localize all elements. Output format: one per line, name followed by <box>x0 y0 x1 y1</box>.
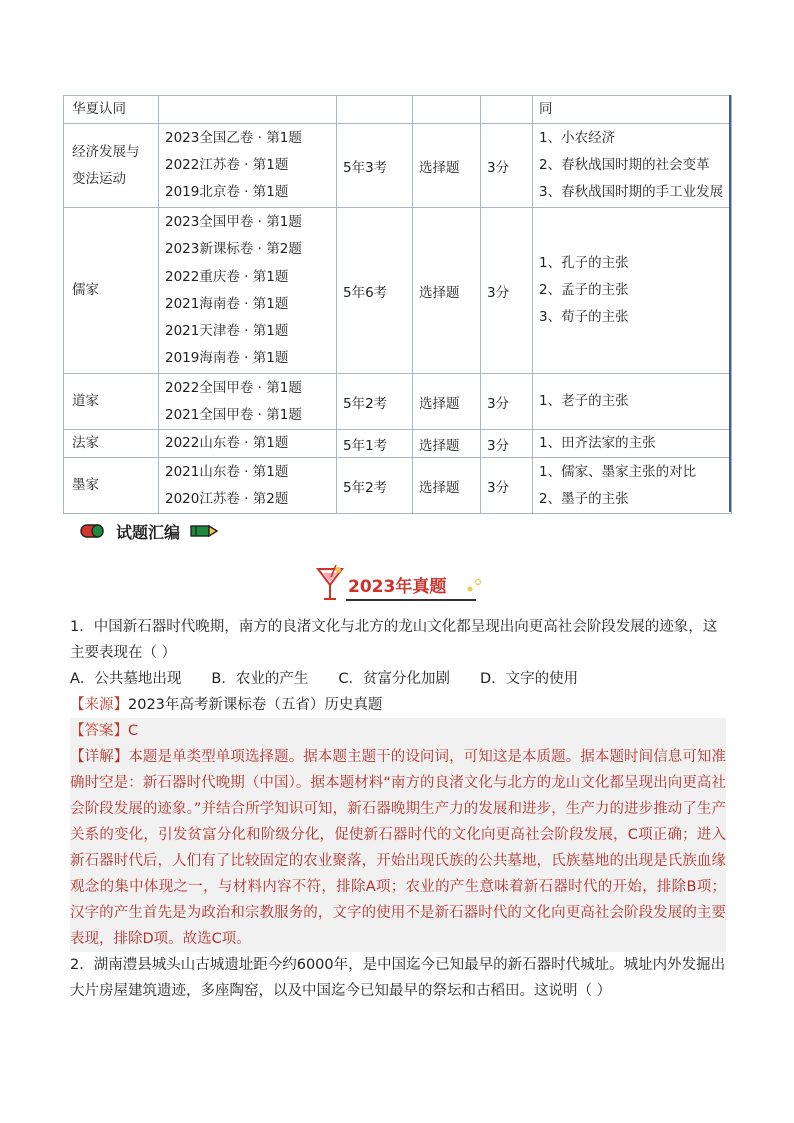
q1-stem: 1．中国新石器时代晚期，南方的良渚文化与北方的龙山文化都呈现出向更高社会阶段发展的迹象，这主要表现在（ ） <box>70 619 718 661</box>
source-cell-line: 2023新课标卷 · 第2题 <box>165 241 302 258</box>
score-cell: 3分 <box>481 208 533 374</box>
table-row <box>64 374 732 430</box>
section-title: 试题汇编 <box>116 522 181 542</box>
q1-answer: 【答案】C <box>70 718 726 744</box>
year-banner <box>316 563 486 607</box>
topic-cell <box>64 430 159 458</box>
topic-cell <box>64 208 159 374</box>
source-cell-line: 2023全国乙卷 · 第1题 <box>165 129 302 146</box>
score-cell <box>481 96 533 124</box>
score-cell: 3分 <box>481 374 533 430</box>
source-cell-line: 2020江苏卷 · 第2题 <box>165 490 289 507</box>
frequency-cell <box>337 96 413 124</box>
topic-cell-line: 道家 <box>72 393 99 410</box>
points-cell <box>533 96 732 124</box>
points-cell <box>533 208 732 374</box>
points-cell-line: 1、儒家、墨家主张的对比 <box>539 463 697 480</box>
table-row <box>64 124 732 208</box>
points-cell-line: 同 <box>539 101 553 117</box>
source-cell-line: 2019海南卷 · 第1题 <box>165 350 289 367</box>
source-cell <box>159 96 337 124</box>
q1-option: D．文字的使用 <box>480 671 579 687</box>
source-cell-line: 2021天津卷 · 第1题 <box>165 322 289 339</box>
points-cell-line: 2、春秋战国时期的社会变革 <box>539 157 710 174</box>
table-row <box>64 208 732 374</box>
source-cell-line: 2019北京卷 · 第1题 <box>165 184 289 201</box>
source-cell-line: 2022江苏卷 · 第1题 <box>165 157 289 174</box>
topic-cell-line: 儒家 <box>72 282 99 299</box>
bubbles-icon <box>466 577 482 593</box>
points-cell-line: 1、孔子的主张 <box>539 254 629 271</box>
q1-options <box>70 666 726 692</box>
frequency-cell: 5年2考 <box>337 458 413 514</box>
year-title: 2023年真题 <box>348 577 447 597</box>
points-cell <box>533 430 732 458</box>
exam-stats-table <box>63 95 732 514</box>
topic-cell <box>64 458 159 514</box>
pencil-icon <box>190 524 218 538</box>
q1-option: C．贫富分化加剧 <box>338 671 450 687</box>
topic-cell-line: 经济发展与 <box>72 143 140 160</box>
table-row <box>64 458 732 514</box>
points-cell-line: 3、春秋战国时期的手工业发展 <box>539 184 724 201</box>
score-cell: 3分 <box>481 430 533 458</box>
type-cell: 选择题 <box>413 208 481 374</box>
type-cell: 选择题 <box>413 430 481 458</box>
points-cell-line: 1、老子的主张 <box>539 393 629 410</box>
topic-cell-line: 墨家 <box>72 477 99 494</box>
battery-icon <box>80 524 106 538</box>
source-cell-line: 2022山东卷 · 第1题 <box>165 435 289 452</box>
year-underline <box>346 599 476 601</box>
score-cell: 3分 <box>481 458 533 514</box>
topic-cell-line: 法家 <box>72 435 99 452</box>
points-cell-line: 2、墨子的主张 <box>539 490 629 507</box>
frequency-cell: 5年3考 <box>337 124 413 208</box>
source-cell-line: 2021海南卷 · 第1题 <box>165 295 289 312</box>
source-cell-line: 2022全国甲卷 · 第1题 <box>165 379 302 396</box>
q2-stem: 2．湖南澧县城头山古城遗址距今约6000年，是中国迄今已知最早的新石器时代城址。城址内外发掘出大片房屋建筑遗迹，多座陶窑，以及中国迄今已知最早的祭坛和古稻田。这说明（ ） <box>70 957 726 999</box>
table-row <box>64 430 732 458</box>
type-cell: 选择题 <box>413 374 481 430</box>
section-header <box>80 520 218 542</box>
source-cell <box>159 458 337 514</box>
source-cell-line: 2022重庆卷 · 第1题 <box>165 268 289 285</box>
q1-option: A．公共墓地出现 <box>70 671 182 687</box>
points-cell <box>533 374 732 430</box>
frequency-cell: 5年1考 <box>337 430 413 458</box>
type-cell: 选择题 <box>413 124 481 208</box>
q1-option: B．农业的产生 <box>211 671 309 687</box>
type-cell: 选择题 <box>413 458 481 514</box>
questions-body <box>70 614 726 1004</box>
topic-cell-line: 变法运动 <box>72 170 126 187</box>
points-cell-line: 3、荀子的主张 <box>539 309 629 326</box>
frequency-cell: 5年2考 <box>337 374 413 430</box>
source-cell <box>159 124 337 208</box>
source-cell-line: 2021山东卷 · 第1题 <box>165 463 289 480</box>
points-cell <box>533 458 732 514</box>
points-cell-line: 1、小农经济 <box>539 129 616 146</box>
table-row <box>64 96 732 124</box>
topic-cell-line: 华夏认同 <box>72 101 126 117</box>
source-cell-line: 2023全国甲卷 · 第1题 <box>165 214 302 231</box>
topic-cell <box>64 374 159 430</box>
topic-cell <box>64 124 159 208</box>
source-cell <box>159 430 337 458</box>
q1-explanation: 【详解】本题是单类型单项选择题。据本题主题干的设问词，可知这是本质题。据本题时间信息可知准确时空是：新石器时代晚期（中国）。据本题材料“南方的良渚文化与北方的龙山文化都呈现出向更高社会阶段发展的迹象。”并结合所学知识可知，新石器晚期生产力的发展和进步，生产力的进步推动了生产关系的变化，引发贫富分化和阶级分化，促使新石器时代的文化向更高社会阶段发展，C项正确；进入新石器时代后，人们有了比较固定的农业聚落，开始出现氏族的公共墓地，氏族墓地的出现是氏族血缘观念的集中体现之一，与材料内容不符，排除A项；农业的产生意味着新石器时代的开始，排除B项；汉字的产生首先是为政治和宗教服务的，文字的使用不是新石器时代的文化向更高社会阶段发展的主要表现，排除D项。故选C项。 <box>70 744 726 952</box>
q1-source: 【来源】2023年高考新课标卷（五省）历史真题 <box>70 697 383 713</box>
source-cell-line: 2021全国甲卷 · 第1题 <box>165 406 302 423</box>
points-cell <box>533 124 732 208</box>
source-cell <box>159 208 337 374</box>
source-cell <box>159 374 337 430</box>
frequency-cell: 5年6考 <box>337 208 413 374</box>
table-right-border <box>729 95 731 512</box>
points-cell-line: 1、田齐法家的主张 <box>539 435 656 452</box>
topic-cell <box>64 96 159 124</box>
points-cell-line: 2、孟子的主张 <box>539 282 629 299</box>
cocktail-glass-icon <box>316 565 346 603</box>
score-cell: 3分 <box>481 124 533 208</box>
type-cell <box>413 96 481 124</box>
